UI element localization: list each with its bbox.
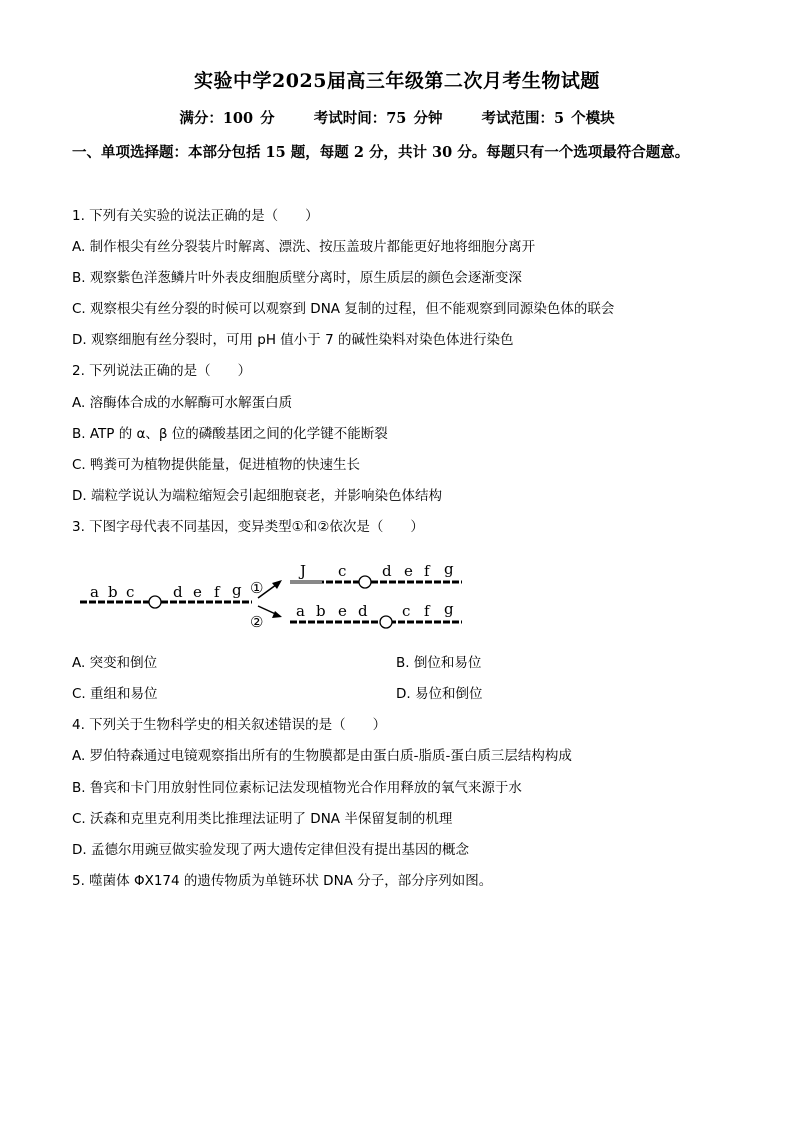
q4-option-b: B. 鲁宾和卡门用放射性同位素标记法发现植物光合作用释放的氧气来源于水 bbox=[72, 780, 522, 796]
q4-option-c: C. 沃森和克里克利用类比推理法证明了 DNA 半保留复制的机理 bbox=[72, 811, 453, 827]
q4-option-a: A. 罗伯特森通过电镜观察指出所有的生物膜都是由蛋白质-脂质-蛋白质三层结构构成 bbox=[72, 748, 572, 764]
exam-info bbox=[0, 107, 794, 128]
q2-option-a: A. 溶酶体合成的水解酶可水解蛋白质 bbox=[72, 395, 293, 411]
gene-label: g bbox=[232, 581, 242, 599]
centromere-original bbox=[149, 596, 161, 608]
gene-label: f bbox=[424, 562, 430, 580]
q1-stem: 1. 下列有关实验的说法正确的是（ ） bbox=[72, 208, 319, 224]
exam-scope: 考试范围：5 个模块 bbox=[481, 110, 615, 127]
gene-label: e bbox=[404, 562, 413, 580]
gene-label: d bbox=[173, 583, 183, 601]
q2-option-c: C. 鸭粪可为植物提供能量，促进植物的快速生长 bbox=[72, 457, 361, 473]
q1-option-c: C. 观察根尖有丝分裂的时候可以观察到 DNA 复制的过程，但不能观察到同源染色体的联会 bbox=[72, 301, 615, 317]
chromosome-figure bbox=[70, 552, 470, 636]
q1-option-d: D. 观察细胞有丝分裂时，可用 pH 值小于 7 的碱性染料对染色体进行染色 bbox=[72, 332, 514, 348]
q3-option-a: A. 突变和倒位 bbox=[72, 655, 158, 671]
exam-time: 考试时间：75 分钟 bbox=[313, 110, 443, 127]
gene-label: c bbox=[402, 602, 411, 620]
q2-stem: 2. 下列说法正确的是（ ） bbox=[72, 363, 252, 379]
centromere-result-2 bbox=[380, 616, 392, 628]
q5-stem: 5. 噬菌体 ΦX174 的遗传物质为单链环状 DNA 分子，部分序列如图。 bbox=[72, 873, 493, 889]
gene-label: e bbox=[193, 583, 202, 601]
gene-label: d bbox=[358, 602, 368, 620]
q4-option-d: D. 孟德尔用豌豆做实验发现了两大遗传定律但没有提出基因的概念 bbox=[72, 842, 469, 858]
q1-option-a: A. 制作根尖有丝分裂装片时解离、漂洗、按压盖玻片都能更好地将细胞分离开 bbox=[72, 239, 536, 255]
gene-label: g bbox=[444, 560, 454, 578]
gene-label: b bbox=[316, 602, 326, 620]
gene-label: c bbox=[338, 562, 347, 580]
gene-label: f bbox=[424, 602, 430, 620]
gene-label: f bbox=[214, 583, 220, 601]
gene-label: J bbox=[300, 562, 307, 580]
centromere-result-1 bbox=[359, 576, 371, 588]
gene-label: e bbox=[338, 602, 347, 620]
q1-option-b: B. 观察紫色洋葱鳞片叶外表皮细胞质壁分离时，原生质层的颜色会逐渐变深 bbox=[72, 270, 522, 286]
gene-label: c bbox=[126, 583, 135, 601]
gene-label: d bbox=[382, 562, 392, 580]
q2-option-d: D. 端粒学说认为端粒缩短会引起细胞衰老，并影响染色体结构 bbox=[72, 488, 442, 504]
section-heading: 一、单项选择题：本部分包括 15 题，每题 2 分，共计 30 分。每题只有一个选项最符合题意。 bbox=[72, 144, 690, 161]
gene-label: b bbox=[108, 583, 118, 601]
mutation-mark-2: ② bbox=[250, 613, 264, 631]
q2-option-b: B. ATP 的 α、β 位的磷酸基团之间的化学键不能断裂 bbox=[72, 426, 388, 442]
gene-label: a bbox=[90, 583, 99, 601]
q3-option-b: B. 倒位和易位 bbox=[396, 655, 482, 671]
q3-stem: 3. 下图字母代表不同基因，变异类型①和②依次是（ ） bbox=[72, 519, 424, 535]
q3-option-c: C. 重组和易位 bbox=[72, 686, 158, 702]
gene-label: g bbox=[444, 600, 454, 618]
mutation-mark-1: ① bbox=[250, 579, 264, 597]
q3-option-d: D. 易位和倒位 bbox=[396, 686, 483, 702]
full-score: 满分：100 分 bbox=[179, 110, 275, 127]
translocated-segment bbox=[290, 580, 322, 584]
page-title: 实验中学2025届高三年级第二次月考生物试题 bbox=[194, 70, 600, 92]
gene-label: a bbox=[296, 602, 305, 620]
q4-stem: 4. 下列关于生物科学史的相关叙述错误的是（ ） bbox=[72, 717, 387, 733]
